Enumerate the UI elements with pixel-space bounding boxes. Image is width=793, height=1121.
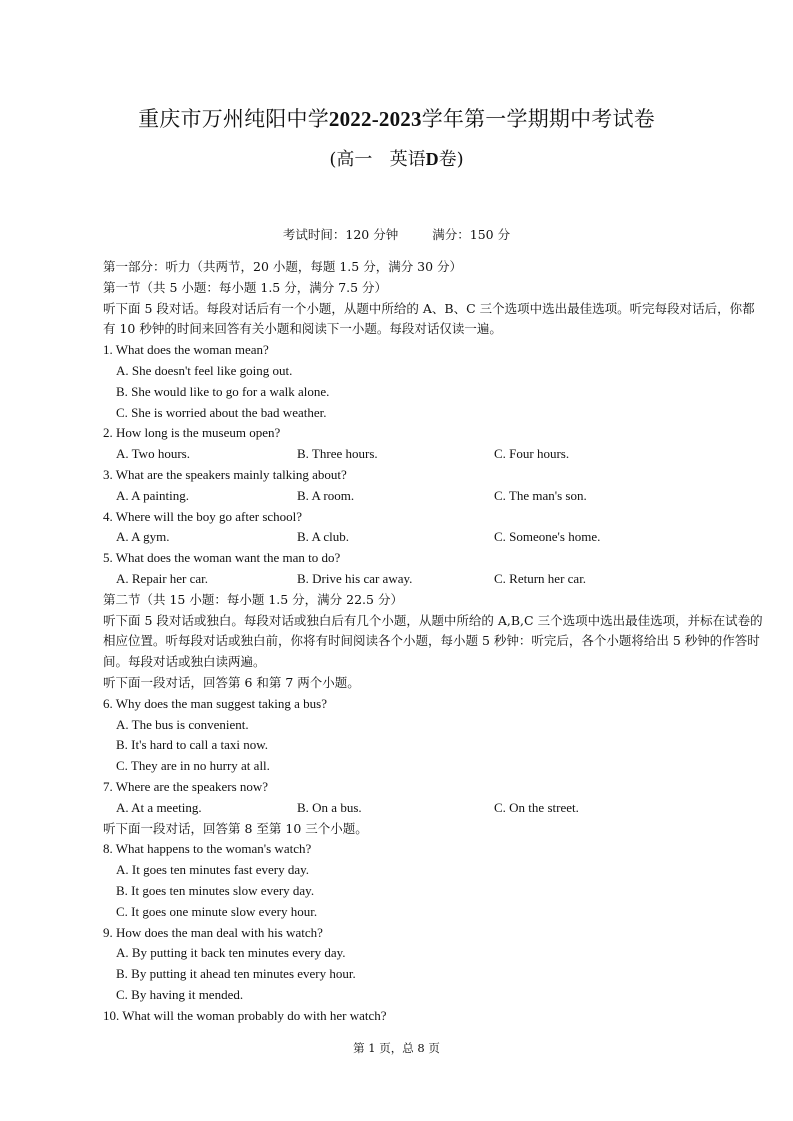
option-c: C. The man's son. xyxy=(494,487,587,503)
subtitle-grade: (高一 xyxy=(329,149,373,170)
question-stem: 2. How long is the museum open? xyxy=(103,425,281,441)
option-c: C. They are in no hurry at all. xyxy=(116,758,270,774)
option-a: A. It goes ten minutes fast every day. xyxy=(116,862,310,878)
option-c: C. She is worried about the bad weather. xyxy=(116,404,327,420)
exam-subtitle xyxy=(0,145,793,171)
option-a: A. By putting it back ten minutes every day. xyxy=(116,945,346,961)
dialog-intro: 听下面一段对话，回答第 6 和第 7 两个小题。 xyxy=(103,674,360,690)
question-stem: 10. What will the woman probably do with her watch? xyxy=(103,1007,387,1023)
option-b: B. She would like to go for a walk alone. xyxy=(116,383,330,399)
option-a: A. The bus is convenient. xyxy=(116,716,249,732)
exam-time: 考试时间：120 分钟 xyxy=(282,227,399,242)
option-a: A. Two hours. xyxy=(116,446,190,462)
subtitle-version: D xyxy=(425,149,439,169)
question-stem: 9. How does the man deal with his watch? xyxy=(103,924,323,940)
title-term: 学年第一学期期中考试卷 xyxy=(421,107,655,131)
option-c: C. Four hours. xyxy=(494,446,570,462)
option-a: A. A gym. xyxy=(116,529,170,545)
option-b: B. On a bus. xyxy=(297,799,362,815)
option-b: B. It goes ten minutes slow every day. xyxy=(116,882,315,898)
section2-instructions: 听下面 5 段对话或独白。每段对话或独白后有几个小题，从题中所给的 A,B,C 三个选项中选出最佳选项，并标在试卷的相应位置。听每段对话或独白前，你将有时间阅读各个小题，每小题 5 秒钟：听完后，各个小题将给出 5 秒钟的作答时间。每段对话或独白读两遍。 xyxy=(103,612,763,670)
option-b: B. A room. xyxy=(297,487,355,503)
option-c: C. On the street. xyxy=(494,799,579,815)
options-row xyxy=(103,527,763,548)
option-b: B. By putting it ahead ten minutes every hour. xyxy=(116,966,356,982)
exam-content xyxy=(103,257,763,1026)
exam-meta xyxy=(0,225,793,243)
question-stem: 1. What does the woman mean? xyxy=(103,342,269,358)
part1-title: 第一部分：听力（共两节，20 小题，每题 1.5 分，满分 30 分） xyxy=(103,259,463,274)
options-row xyxy=(103,798,763,819)
option-a: A. She doesn't feel like going out. xyxy=(116,362,293,378)
options-row xyxy=(103,569,763,590)
section2-title: 第二节（共 15 小题：每小题 1.5 分，满分 22.5 分） xyxy=(103,591,403,607)
section1-title: 第一节（共 5 小题：每小题 1.5 分，满分 7.5 分） xyxy=(103,279,388,295)
option-b: B. A club. xyxy=(297,529,350,545)
option-b: B. Three hours. xyxy=(297,446,378,462)
subtitle-subject: 英语 xyxy=(389,149,426,170)
option-a: A. A painting. xyxy=(116,487,189,503)
title-years: 2022-2023 xyxy=(328,107,422,131)
options-row xyxy=(103,444,763,465)
page-footer: 第 1 页，总 8 页 xyxy=(353,1041,440,1055)
option-b: B. Drive his car away. xyxy=(297,570,413,586)
option-c: C. Someone's home. xyxy=(494,529,601,545)
subtitle-close: 卷) xyxy=(438,149,464,170)
question-stem: 4. Where will the boy go after school? xyxy=(103,508,303,524)
option-c: C. It goes one minute slow every hour. xyxy=(116,903,318,919)
full-score: 满分：150 分 xyxy=(432,227,511,242)
option-c: C. By having it mended. xyxy=(116,986,244,1002)
option-c: C. Return her car. xyxy=(494,570,587,586)
question-stem: 5. What does the woman want the man to do? xyxy=(103,550,341,566)
options-row xyxy=(103,486,763,507)
question-stem: 7. Where are the speakers now? xyxy=(103,778,269,794)
exam-title xyxy=(0,103,793,133)
dialog-intro: 听下面一段对话，回答第 8 至第 10 三个小题。 xyxy=(103,820,368,836)
title-school: 重庆市万州纯阳中学 xyxy=(138,107,329,131)
option-a: A. Repair her car. xyxy=(116,570,209,586)
question-stem: 8. What happens to the woman's watch? xyxy=(103,841,312,857)
question-stem: 6. Why does the man suggest taking a bus? xyxy=(103,695,327,711)
section1-instructions: 听下面 5 段对话。每段对话后有一个小题，从题中所给的 A、B、C 三个选项中选出最佳选项。听完每段对话后，你都有 10 秒钟的时间来回答有关小题和阅读下一小题。每段对话仅读一遍。 xyxy=(103,300,755,337)
option-b: B. It's hard to call a taxi now. xyxy=(116,737,269,753)
option-a: A. At a meeting. xyxy=(116,799,202,815)
question-stem: 3. What are the speakers mainly talking about? xyxy=(103,466,347,482)
